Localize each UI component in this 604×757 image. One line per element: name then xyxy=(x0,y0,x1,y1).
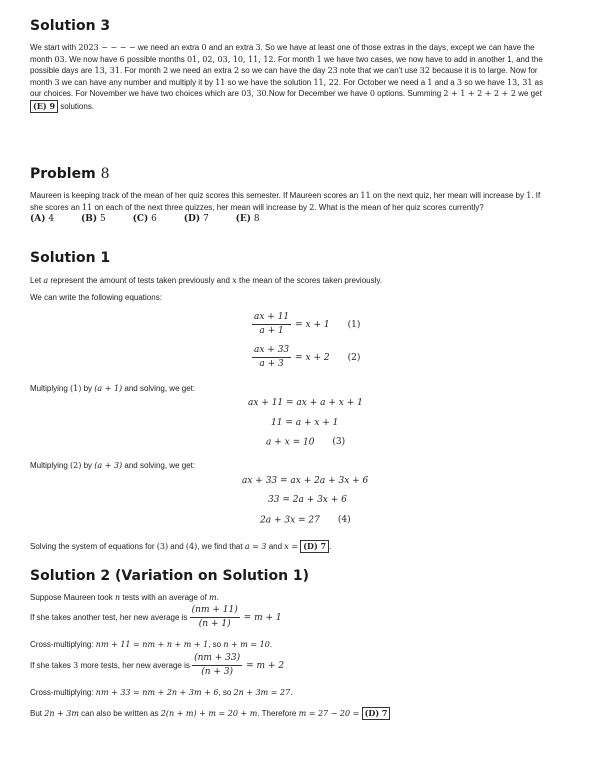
choice-e: (E) 8 xyxy=(235,214,260,224)
solution3-answer-box: (E) 9 xyxy=(30,100,58,113)
solution1-let: Let a represent the amount of tests taken previously and x the mean of the scores taken previously. xyxy=(30,276,383,285)
answer-choices xyxy=(30,214,284,224)
solution1-heading: Solution 1 xyxy=(30,250,111,266)
multiply-1-text: Multiplying (1) by (a + 1) and solving, we get: xyxy=(30,384,196,393)
choice-b: (B) 5 xyxy=(80,214,106,224)
cross-multiply-2: Cross-multiplying: nm + 33 = nm + 2n + 3m + 6, so 2n + 3m = 27. xyxy=(30,688,293,697)
step1-line2: 11 = a + x + 1 xyxy=(271,418,339,428)
step2-line2: 33 = 2a + 3x + 6 xyxy=(268,495,347,505)
solution1-conclusion: Solving the system of equations for (3) and (4), we find that a = 3 and x = (D) 7 . xyxy=(30,541,332,551)
problem8-statement: Maureen is keeping track of the mean of her quiz scores this semester. If Maureen scores an 11 on the next quiz, her mean will increase by 1. If she scores an 11 on each of the next three quizzes, her mean will increase by 2. What is the mean of her quiz scores currently? xyxy=(30,191,541,212)
equation-1: $\frac{ax + 11}{a + 1}$ = x + 1 (1) xyxy=(254,312,361,336)
solution2-suppose: Suppose Maureen took n tests with an average of m. xyxy=(30,593,219,602)
equation-2: $\frac{ax + 33}{a + 3}$ = x + 2 (2) xyxy=(254,345,361,369)
solution1-answer-box: (D) 7 xyxy=(300,540,329,553)
choice-c: (C) 6 xyxy=(132,214,157,224)
another-test-line: If she takes another test, her new average is $\frac{(nm + 11)}{(n + 1)}$ = m + 1 xyxy=(30,605,282,629)
step2-line1: ax + 33 = ax + 2a + 3x + 6 xyxy=(242,476,369,486)
solution2-answer-box: (D) 7 xyxy=(362,707,391,720)
step1-line1: ax + 11 = ax + a + x + 1 xyxy=(248,398,363,408)
solution2-heading: Solution 2 (Variation on Solution 1) xyxy=(30,568,310,584)
solution3-paragraph: We start with 2023 − − − − we need an extra 0 and an extra 3. So we have at least one of those extras in the days, except we can have the month 03. We now have 6 possible months 01, 02, 03, 10, 11, 12. For month 1 we have two cases, we now have to add in another 1, and the possible days are 13, 31. For month 2 we need an extra 2 so we can have the day 23 note that we can't use 32 because it is to large. Now for month 3 we can have any number and multiply it by 11 so we have the solution 11, 22. For October we need a 1 and a 3 so we have 13, 31 as our choices. For November we have two choices which are 03, 30.Now for December we have 0 options. Summing 2 + 1 + 2 + 2 + 2 we get (E) 9 solutions. xyxy=(30,43,544,111)
step2-line3: 2a + 3x = 27 (4) xyxy=(260,515,351,526)
choice-d: (D) 7 xyxy=(183,214,209,224)
choice-a: (A) 4 xyxy=(30,214,55,224)
cross-multiply-1: Cross-multiplying: nm + 11 = nm + n + m + 1, so n + m = 10. xyxy=(30,640,273,649)
step1-line3: a + x = 10 (3) xyxy=(266,437,346,448)
multiply-2-text: Multiplying (2) by (a + 3) and solving, we get: xyxy=(30,461,196,470)
solution1-write: We can write the following equations: xyxy=(30,293,162,302)
solution2-conclusion: But 2n + 3m can also be written as 2(n + m) + m = 20 + m. Therefore m = 27 − 20 = (D) 7 xyxy=(30,707,582,720)
problem8-heading: Problem 8 xyxy=(30,166,110,182)
three-more-tests-line: If she takes 3 more tests, her new average is $\frac{(nm + 33)}{(n + 3)}$ = m + 2 xyxy=(30,653,285,677)
solution3-heading: Solution 3 xyxy=(30,18,111,34)
